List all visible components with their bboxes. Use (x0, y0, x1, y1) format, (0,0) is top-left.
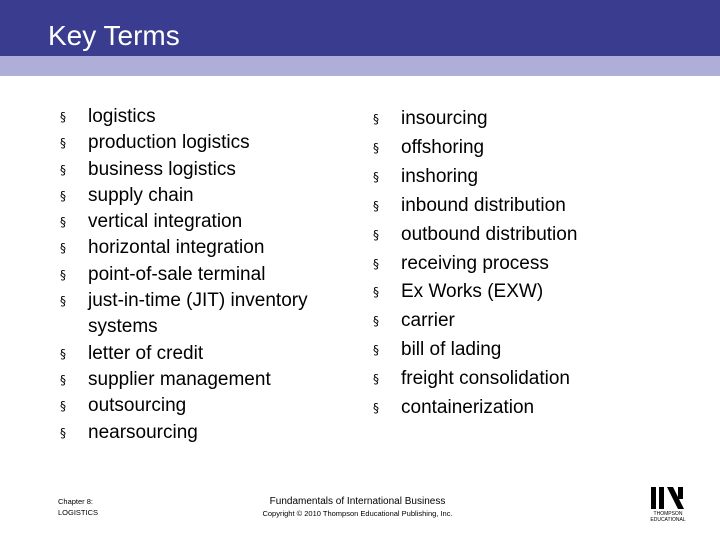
term-text: supply chain (88, 184, 194, 206)
term-text: containerization (401, 397, 535, 419)
term-text: letter of credit (88, 342, 204, 364)
term-item (60, 130, 345, 156)
term-item (60, 157, 345, 183)
term-item (373, 250, 703, 279)
publisher-logo-icon (648, 485, 688, 511)
right-term-list (373, 104, 703, 423)
term-item (60, 235, 345, 261)
bullet-icon: § (60, 425, 66, 440)
chapter-title: LOGISTICS (58, 508, 99, 517)
term-item (373, 278, 703, 307)
term-text: outbound distribution (401, 223, 578, 245)
term-item (60, 288, 345, 341)
bullet-icon: § (373, 314, 379, 329)
bullet-icon: § (373, 401, 379, 416)
term-text: horizontal integration (88, 237, 265, 259)
term-item (373, 134, 703, 163)
term-item (60, 183, 345, 209)
term-text: receiving process (401, 252, 549, 274)
book-title: Fundamentals of International Business (269, 496, 446, 507)
term-text: vertical integration (88, 211, 243, 233)
left-term-list (60, 104, 345, 446)
term-text: business logistics (88, 158, 236, 180)
term-item (60, 262, 345, 288)
term-text: carrier (401, 310, 455, 332)
bullet-icon: § (373, 343, 379, 358)
slide-title: Key Terms (48, 20, 180, 51)
term-text: inshoring (401, 165, 479, 187)
bullet-icon: § (60, 294, 66, 309)
term-text: outsourcing (88, 395, 187, 417)
term-item (373, 105, 703, 134)
bullet-icon: § (60, 241, 66, 256)
term-item (60, 341, 345, 367)
term-item (373, 221, 703, 250)
term-text: supplier management (88, 368, 271, 390)
chapter-label (58, 496, 98, 518)
term-item (60, 209, 345, 235)
bullet-icon: § (60, 162, 66, 177)
term-text: Ex Works (EXW) (401, 281, 544, 303)
term-item (373, 163, 703, 192)
term-item (373, 394, 703, 423)
bullet-icon: § (373, 140, 379, 155)
bullet-icon: § (60, 215, 66, 230)
term-item (60, 393, 345, 419)
term-text: point-of-sale terminal (88, 263, 266, 285)
chapter-number: Chapter 8: (58, 497, 94, 506)
term-text: logistics (88, 106, 156, 127)
bullet-icon: § (60, 188, 66, 203)
copyright-notice: Copyright © 2010 Thompson Educational Publishing, Inc. (262, 509, 453, 518)
term-item (60, 367, 345, 393)
bullet-icon: § (373, 285, 379, 300)
term-text: just-in-time (JIT) inventory systems (88, 290, 308, 338)
term-item (373, 192, 703, 221)
logo-text-line2: EDUCATIONAL (650, 517, 686, 523)
bullet-icon: § (60, 267, 66, 282)
term-text: offshoring (401, 136, 485, 158)
bullet-icon: § (60, 372, 66, 387)
footer-center (230, 495, 485, 520)
term-item (373, 365, 703, 394)
term-item (373, 336, 703, 365)
publisher-logo (648, 485, 688, 523)
term-item (60, 104, 345, 130)
bullet-icon: § (373, 372, 379, 387)
bullet-icon: § (60, 136, 66, 151)
bullet-icon: § (373, 112, 379, 126)
term-text: freight consolidation (401, 368, 570, 390)
term-text: production logistics (88, 132, 250, 154)
logo-text-line1: THOMPSON (653, 511, 683, 517)
bullet-icon: § (373, 227, 379, 242)
term-text: bill of lading (401, 339, 502, 361)
term-item (60, 420, 345, 446)
bullet-icon: § (373, 256, 379, 271)
term-text: insourcing (401, 108, 488, 129)
title-stripe (0, 56, 720, 76)
bullet-icon: § (60, 399, 66, 414)
bullet-icon: § (373, 169, 379, 184)
term-text: nearsourcing (88, 421, 198, 443)
bullet-icon: § (373, 198, 379, 213)
term-item (373, 307, 703, 336)
bullet-icon: § (60, 110, 66, 124)
term-text: inbound distribution (401, 194, 566, 216)
bullet-icon: § (60, 346, 66, 361)
